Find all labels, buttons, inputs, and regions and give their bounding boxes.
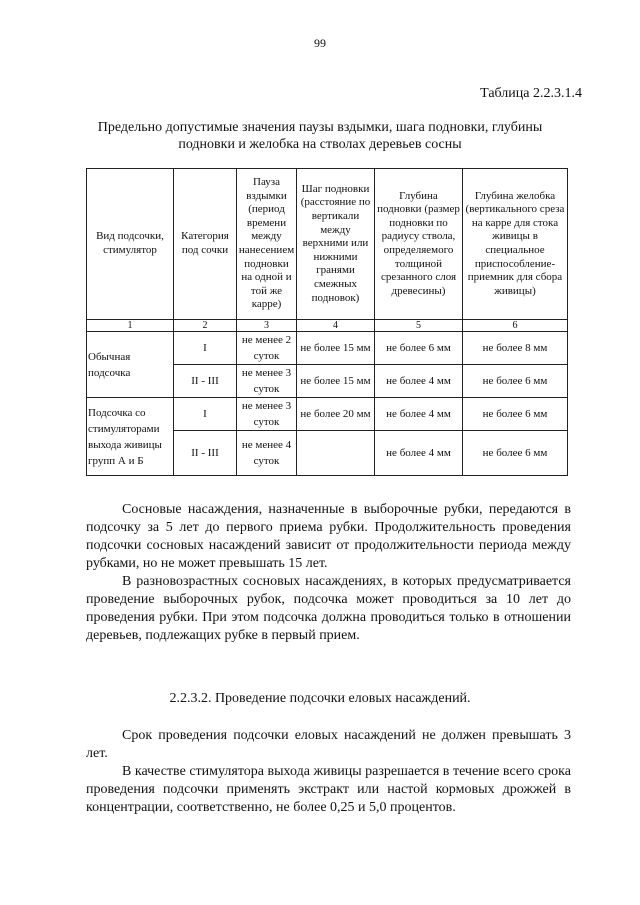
table-cell: не более 15 мм (297, 332, 375, 365)
column-number: 3 (237, 320, 297, 332)
table-cell: не более 8 мм (463, 332, 568, 365)
column-number: 4 (297, 320, 375, 332)
table-cell: не менее 3 суток (237, 365, 297, 398)
column-number: 2 (174, 320, 237, 332)
header-cell: Глубина подновки (размер подновки по радиусу ствола, определяемого толщиной срезанного слоя древесины) (375, 169, 463, 320)
pine-text-block (86, 501, 571, 645)
table-cell: не более 4 мм (375, 431, 463, 476)
page-number: 99 (314, 36, 326, 50)
table-number: Таблица 2.2.3.1.4 (480, 86, 582, 101)
header-cell: Вид подсочки, стимулятор (87, 169, 174, 320)
table-header-row (87, 169, 568, 320)
table-cell: не менее 4 суток (237, 431, 297, 476)
paragraph: В качестве стимулятора выхода живицы разрешается в течение всего срока проведения подсочки применять экстракт или настой кормовых дрожжей в концентрации, соответственно, не более 0,25 и 5,0 процентов. (86, 764, 571, 815)
header-cell: Пауза вздымки (период времени между нанесением подновки на одной и той же карре) (237, 169, 297, 320)
table-cell: не более 6 мм (463, 398, 568, 431)
header-cell: Шаг подновки (расстояние по вертикали между верхними или нижними гранями смежных подновок) (297, 169, 375, 320)
table-cell: не более 6 мм (463, 431, 568, 476)
group-name-cell: Обычная подсочка (87, 332, 174, 398)
table-cell: не более 4 мм (375, 365, 463, 398)
table-cell: II - III (174, 431, 237, 476)
table-cell: не более 20 мм (297, 398, 375, 431)
table-cell (297, 431, 375, 476)
table-cell: I (174, 398, 237, 431)
table-row (87, 398, 568, 431)
paragraph: Сосновые насаждения, назначенные в выборочные рубки, передаются в подсочку за 5 лет до первого приема рубки. Продолжительность проведения подсочки сосновых насаждений зависит от продолжительности периода между рубками, но не может превышать 15 лет. (86, 502, 571, 571)
column-number-row (87, 320, 568, 332)
paragraph: В разновозрастных сосновых насаждениях, в которых предусматривается проведение выборочных рубок, подсочка может проводиться за 10 лет до проведения рубки. При этом подсочка должна проводиться только в отношении деревьев, подлежащих рубке в первый прием. (86, 574, 571, 643)
paragraph: Срок проведения подсочки еловых насаждений не должен превышать 3 лет. (86, 728, 571, 761)
limits-table (86, 168, 568, 476)
section-heading: 2.2.3.2. Проведение подсочки еловых насаждений. (169, 691, 471, 706)
table-cell: не менее 2 суток (237, 332, 297, 365)
column-number: 1 (87, 320, 174, 332)
table-caption: Предельно допустимые значения паузы вздымки, шага подновки, глубины подновки и желобка на стволах деревьев сосны (97, 120, 543, 152)
table-cell: не более 4 мм (375, 398, 463, 431)
table-cell: не более 15 мм (297, 365, 375, 398)
table-cell: не менее 3 суток (237, 398, 297, 431)
header-cell: Глубина желобка (вертикального среза на карре для стока живицы в специальное приспособление-приемник для сбора живицы) (463, 169, 568, 320)
column-number: 6 (463, 320, 568, 332)
spruce-text-block (86, 727, 571, 817)
column-number: 5 (375, 320, 463, 332)
table-cell: не более 6 мм (463, 365, 568, 398)
table-cell: I (174, 332, 237, 365)
header-cell: Категория под сочки (174, 169, 237, 320)
table-row (87, 332, 568, 365)
table-cell: не более 6 мм (375, 332, 463, 365)
table-cell: II - III (174, 365, 237, 398)
group-name-cell: Подсочка со стимуляторами выхода живицы групп А и Б (87, 398, 174, 476)
